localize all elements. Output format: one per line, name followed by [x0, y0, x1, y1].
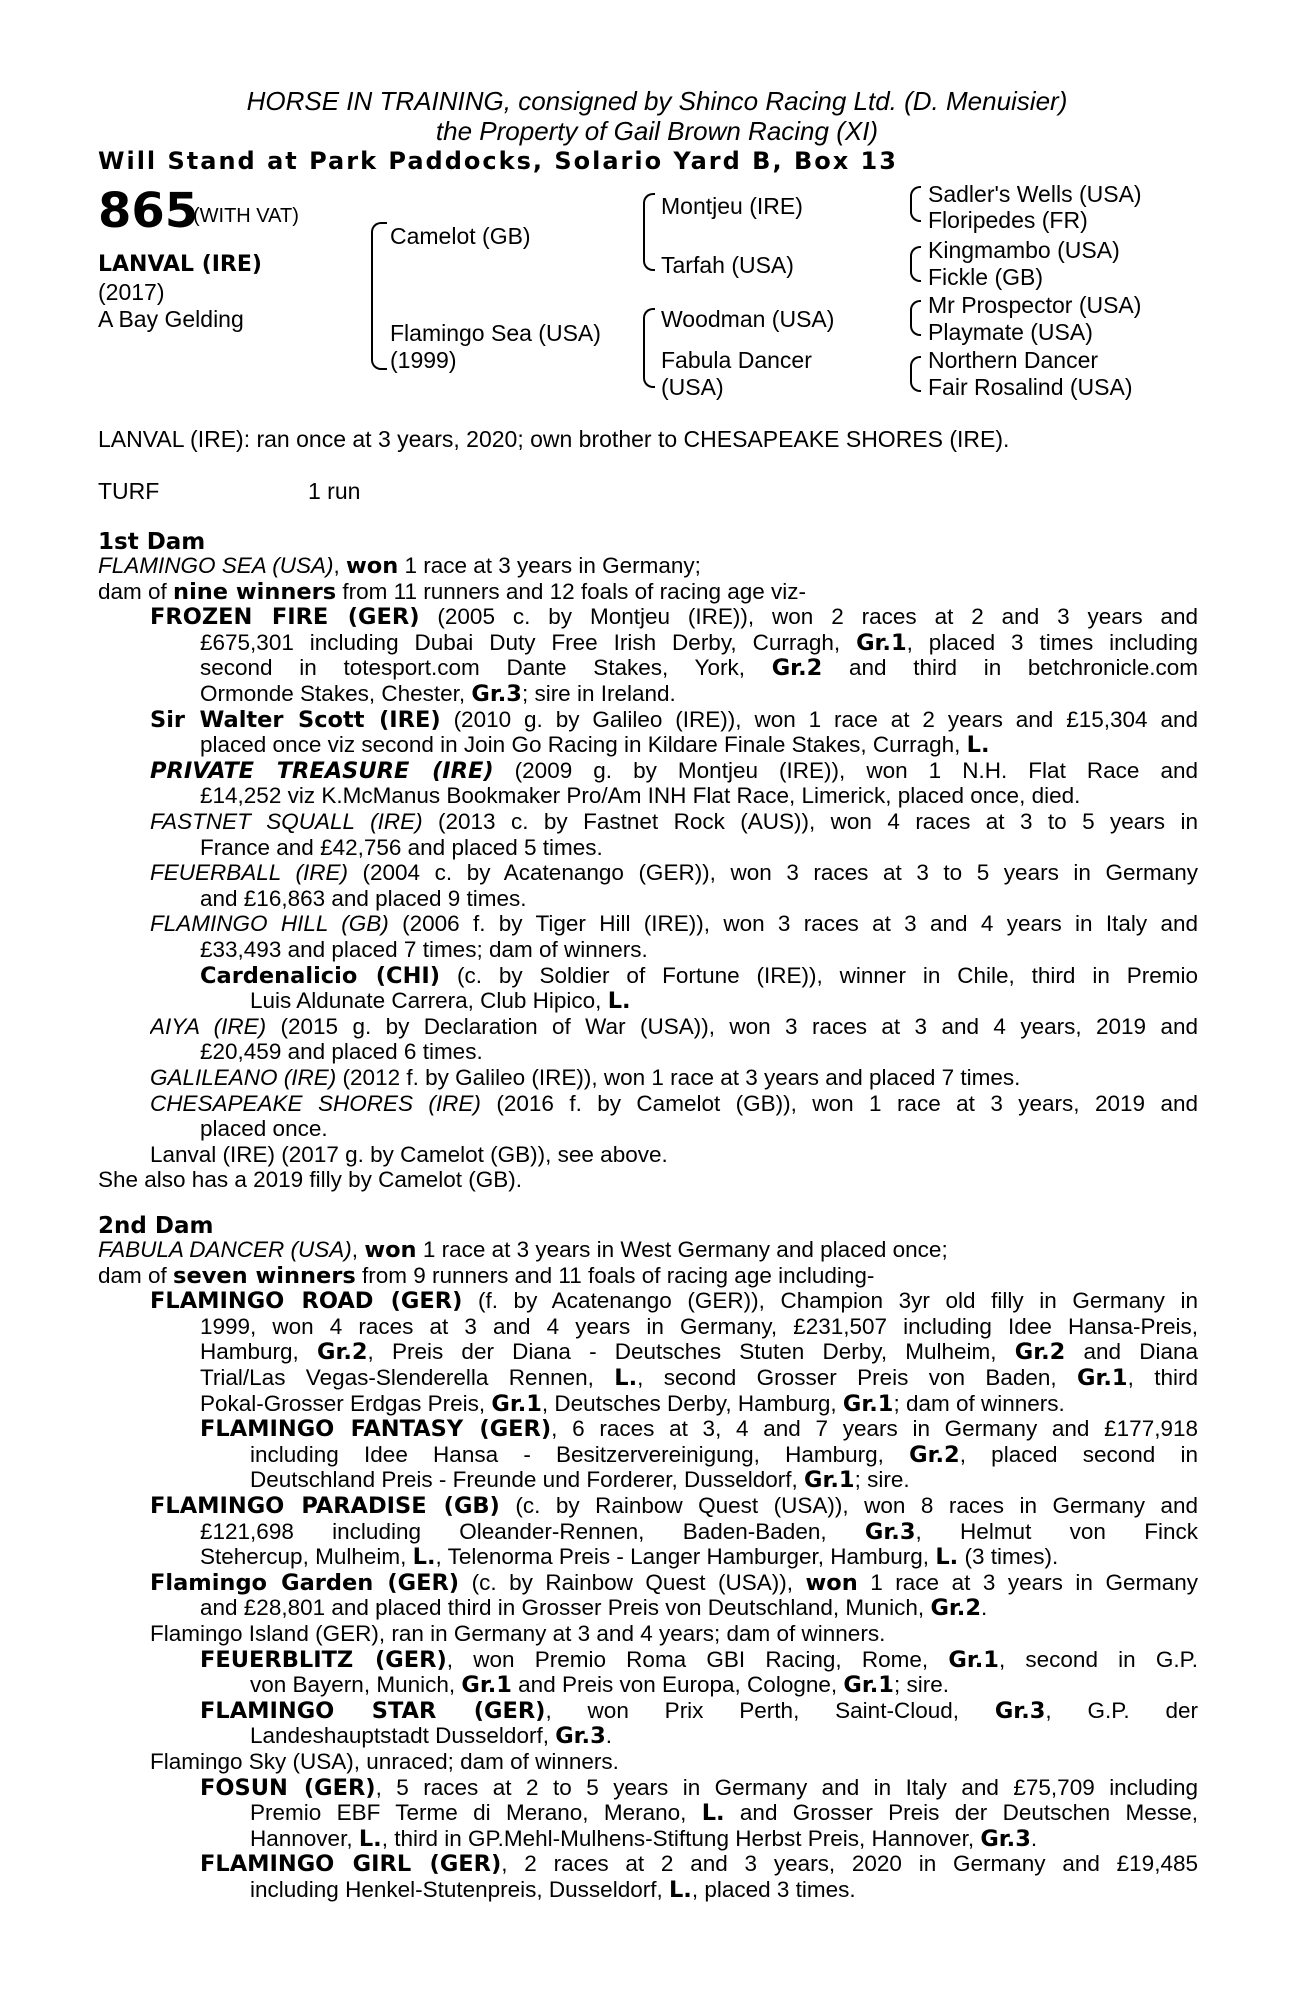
first-dam-line: CHESAPEAKE SHORES (IRE) (2016 f. by Camelot (GB)), won 1 race at 3 years, 2019 and [150, 1090, 1198, 1116]
horse-description: A Bay Gelding [98, 306, 244, 332]
first-dam-heading: 1st Dam [98, 529, 206, 555]
second-dam-line: Trial/Las Vegas-Slenderella Rennen, L., second Grosser Preis von Baden, Gr.1, third [200, 1365, 1198, 1391]
second-dam-line: FOSUN (GER), 5 races at 2 to 5 years in Germany and in Italy and £75,709 including [200, 1774, 1198, 1801]
location-line: Will Stand at Park Paddocks, Solario Yard B, Box 13 [98, 147, 898, 175]
first-dam-line: £33,493 and placed 7 times; dam of winners. [200, 937, 648, 962]
record-surface: TURF [98, 478, 160, 504]
pedigree-brace [371, 308, 387, 370]
pedigree-brace [910, 372, 921, 392]
second-dam-line: including Henkel-Stutenpreis, Dusseldorf, L., placed 3 times. [250, 1877, 856, 1903]
first-dam-line: placed once viz second in Join Go Racing in Kildare Finale Stakes, Curragh, L. [200, 732, 990, 759]
second-dam-line: 1999, won 4 races at 3 and 4 years in Germany, £231,507 including Idee Hansa-Preis, [200, 1313, 1198, 1339]
sdd: Fickle (GB) [928, 264, 1043, 290]
lot-number: 865 [98, 183, 199, 239]
pedigree-brace [643, 308, 655, 350]
second-dam-line: FLAMINGO GIRL (GER), 2 races at 2 and 3 years, 2020 in Germany and £19,485 [200, 1851, 1198, 1877]
property-line: the Property of Gail Brown Racing (XI) [435, 116, 879, 146]
second-dam-line: Flamingo Island (GER), ran in Germany at 3 and 4 years; dam of winners. [150, 1621, 886, 1646]
first-dam-line: dam of nine winners from 11 runners and 12 foals of racing age viz- [98, 578, 807, 605]
second-dam-line: Hamburg, Gr.2, Preis der Diana - Deutsches Stuten Derby, Mulheim, Gr.2 and Diana [200, 1339, 1198, 1365]
dds: Northern Dancer [928, 347, 1099, 373]
second-dam-line: Landeshauptstadt Dusseldorf, Gr.3. [250, 1723, 613, 1750]
first-dam-line: £14,252 viz K.McManus Bookmaker Pro/Am INH Flat Race, Limerick, placed once, died. [200, 783, 1081, 809]
pedigree-brace [371, 222, 387, 310]
dsd: Playmate (USA) [928, 319, 1093, 345]
second-dam-line: Hannover, L., third in GP.Mehl-Mulhens-Stiftung Herbst Preis, Hannover, Gr.3. [250, 1825, 1038, 1852]
consignor-line: HORSE IN TRAINING, consigned by Shinco Racing Ltd. (D. Menuisier) [246, 86, 1068, 116]
dam-year: (1999) [390, 347, 457, 373]
pedigree-brace [910, 202, 921, 222]
first-dam-line: £675,301 including Dubai Duty Free Irish Derby, Curragh, Gr.1, placed 3 times including [200, 629, 1198, 656]
second-dam-line: Flamingo Garden (GER) (c. by Rainbow Quest (USA)), won 1 race at 3 years in Germany [150, 1569, 1198, 1596]
first-dam-line: FLAMINGO SEA (USA), won 1 race at 3 years in Germany; [98, 553, 701, 579]
second-dam-line: dam of seven winners from 9 runners and 11 foals of racing age including- [98, 1262, 875, 1289]
first-dam-line: She also has a 2019 filly by Camelot (GB). [98, 1167, 522, 1193]
first-dam-line: PRIVATE TREASURE (IRE) (2009 g. by Montjeu (IRE)), won 1 N.H. Flat Race and [150, 757, 1198, 784]
first-dam-line: GALILEANO (IRE) (2012 f. by Galileo (IRE)), won 1 race at 3 years and placed 7 times. [150, 1065, 1021, 1090]
dss: Mr Prospector (USA) [928, 292, 1142, 318]
second-dam-line: FLAMINGO ROAD (GER) (f. by Acatenango (GER)), Champion 3yr old filly in Germany in [150, 1288, 1198, 1314]
second-dam-line: Deutschland Preis - Freunde und Forderer, Dusseldorf, Gr.1; sire. [250, 1467, 910, 1494]
first-dam-line: £20,459 and placed 6 times. [200, 1039, 483, 1065]
first-dam-line: second in totesport.com Dante Stakes, York, Gr.2 and third in betchronicle.com [200, 655, 1198, 681]
record-runs: 1 run [308, 478, 361, 504]
race-summary: LANVAL (IRE): ran once at 3 years, 2020; own brother to CHESAPEAKE SHORES (IRE). [98, 426, 1010, 452]
dam: Flamingo Sea (USA) [390, 320, 601, 346]
second-dam-line: FABULA DANCER (USA), won 1 race at 3 years in West Germany and placed once; [98, 1237, 948, 1263]
sss: Sadler's Wells (USA) [928, 181, 1142, 207]
pedigree-brace [643, 193, 655, 239]
dam-dam-origin: (USA) [661, 374, 724, 400]
vat-note: (WITH VAT) [193, 205, 299, 227]
sire-sire: Montjeu (IRE) [661, 193, 803, 219]
first-dam-line: FLAMINGO HILL (GB) (2006 f. by Tiger Hill (IRE)), won 3 races at 3 and 4 years in Italy and [150, 911, 1198, 937]
first-dam-line: Cardenalicio (CHI) (c. by Soldier of Fortune (IRE)), winner in Chile, third in Premio [200, 962, 1198, 989]
first-dam-line: FROZEN FIRE (GER) (2005 c. by Montjeu (IRE)), won 2 races at 2 and 3 years and [150, 604, 1198, 630]
second-dam-line: FLAMINGO FANTASY (GER), 6 races at 3, 4 and 7 years in Germany and £177,918 [200, 1416, 1198, 1442]
second-dam-line: and £28,801 and placed third in Grosser Preis von Deutschland, Munich, Gr.2. [200, 1595, 988, 1622]
first-dam-line: and £16,863 and placed 9 times. [200, 885, 527, 911]
second-dam-line: FLAMINGO STAR (GER), won Prix Perth, Saint-Cloud, Gr.3, G.P. der [200, 1697, 1198, 1724]
first-dam-line: Sir Walter Scott (IRE) (2010 g. by Galileo (IRE)), won 1 race at 2 years and £15,304 and [150, 706, 1198, 733]
horse-name: LANVAL (IRE) [98, 252, 262, 277]
second-dam-line: including Idee Hansa - Besitzervereinigung, Hamburg, Gr.2, placed second in [250, 1441, 1198, 1468]
second-dam-line: £121,698 including Oleander-Rennen, Baden-Baden, Gr.3, Helmut von Finck [200, 1518, 1198, 1545]
pedigree-brace [910, 316, 921, 336]
first-dam-line: France and £42,756 and placed 5 times. [200, 834, 603, 860]
dam-sire: Woodman (USA) [661, 306, 835, 332]
first-dam-line: Ormonde Stakes, Chester, Gr.3; sire in Ireland. [200, 681, 676, 707]
pedigree-brace [643, 237, 655, 271]
horse-year: (2017) [98, 279, 165, 305]
first-dam-line: Lanval (IRE) (2017 g. by Camelot (GB)), see above. [150, 1141, 668, 1167]
first-dam-line: placed once. [200, 1116, 328, 1142]
ddd: Fair Rosalind (USA) [928, 374, 1133, 400]
pedigree-brace [910, 262, 921, 282]
second-dam-line: Stehercup, Mulheim, L., Telenorma Preis - Langer Hamburger, Hamburg, L. (3 times). [200, 1544, 1059, 1571]
second-dam-line: Premio EBF Terme di Merano, Merano, L. and Grosser Preis der Deutschen Messe, [250, 1800, 1198, 1826]
pedigree-brace [643, 348, 655, 388]
second-dam-heading: 2nd Dam [98, 1213, 214, 1239]
second-dam-line: von Bayern, Munich, Gr.1 and Preis von Europa, Cologne, Gr.1; sire. [250, 1672, 949, 1699]
first-dam-line: FASTNET SQUALL (IRE) (2013 c. by Fastnet Rock (AUS)), won 4 races at 3 to 5 years in [150, 809, 1198, 834]
dam-dam: Fabula Dancer [661, 347, 812, 373]
ssd: Floripedes (FR) [928, 207, 1088, 233]
second-dam-line: Flamingo Sky (USA), unraced; dam of winners. [150, 1749, 619, 1774]
sds: Kingmambo (USA) [928, 237, 1120, 263]
first-dam-line: AIYA (IRE) (2015 g. by Declaration of War (USA)), won 3 races at 3 and 4 years, 2019 and [150, 1013, 1198, 1039]
first-dam-line: Luis Aldunate Carrera, Club Hipico, L. [250, 988, 631, 1015]
sire-dam: Tarfah (USA) [661, 252, 794, 278]
first-dam-line: FEUERBALL (IRE) (2004 c. by Acatenango (GER)), won 3 races at 3 to 5 years in Germany [150, 860, 1198, 886]
second-dam-line: Pokal-Grosser Erdgas Preis, Gr.1, Deutsches Derby, Hamburg, Gr.1; dam of winners. [200, 1390, 1065, 1417]
second-dam-line: FLAMINGO PARADISE (GB) (c. by Rainbow Quest (USA)), won 8 races in Germany and [150, 1493, 1198, 1519]
second-dam-line: FEUERBLITZ (GER), won Premio Roma GBI Racing, Rome, Gr.1, second in G.P. [200, 1646, 1198, 1673]
sire: Camelot (GB) [390, 223, 531, 249]
